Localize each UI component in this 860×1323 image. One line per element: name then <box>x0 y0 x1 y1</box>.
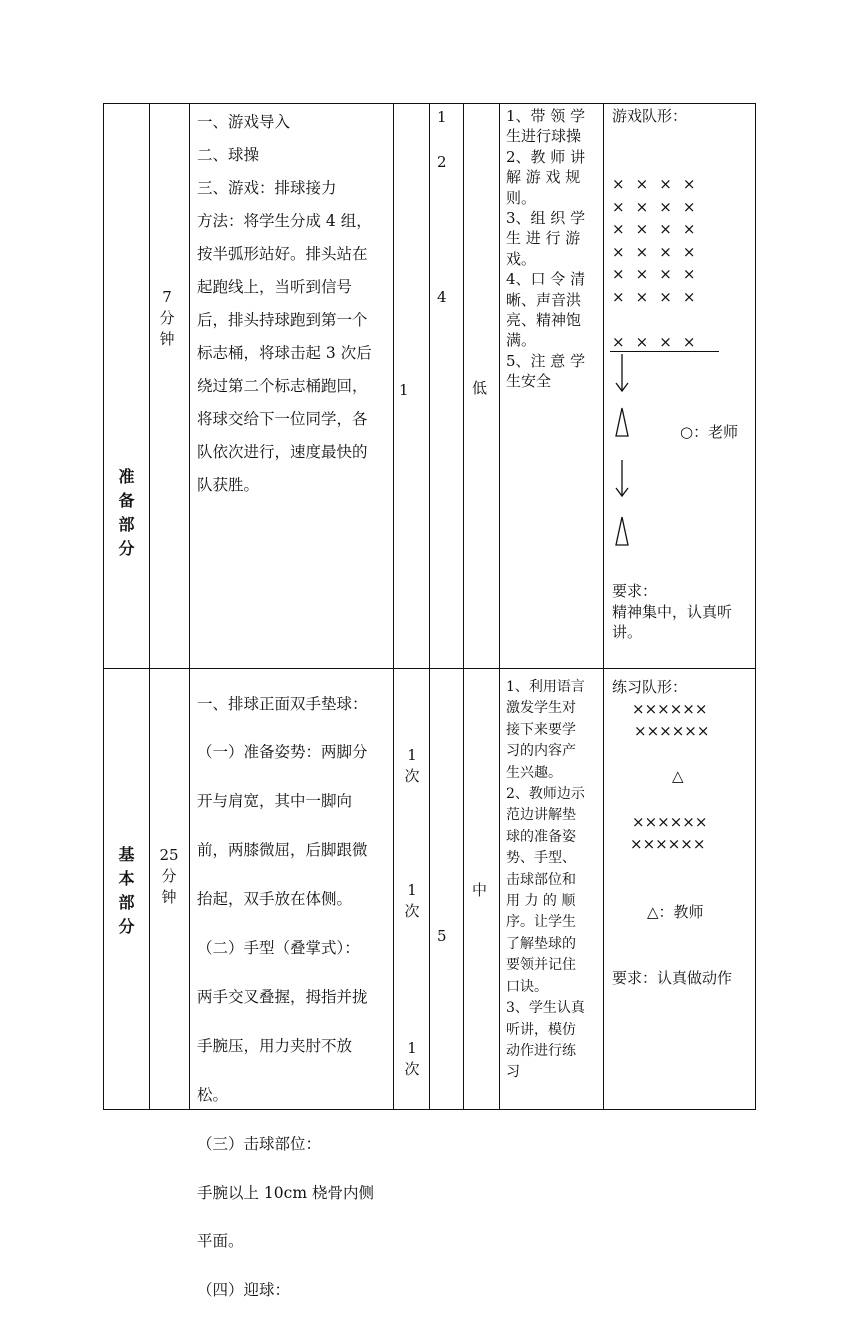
down-arrow-icon <box>616 460 628 496</box>
basic-method-line: 习的内容产 <box>506 743 576 760</box>
prep-section-char: 部 <box>118 515 135 534</box>
basic-method <box>506 677 585 1084</box>
basic-times-value: 1 <box>407 746 417 764</box>
cone-icon <box>616 517 628 545</box>
prep-section-char: 备 <box>118 491 135 510</box>
basic-content-line: 前，两膝微屈，后脚跟微 <box>197 841 368 860</box>
basic-content-line: （三）击球部位： <box>197 1134 322 1153</box>
prep-method-line: 5、注 意 学 <box>506 351 586 370</box>
prep-content-line: 一、游戏导入 <box>197 113 291 131</box>
student-row: ×××××× <box>632 700 708 718</box>
prep-method-line: 晰、声音洪 <box>506 290 582 309</box>
prep-time-part: 钟 <box>159 330 175 348</box>
basic-num: 5 <box>437 927 447 945</box>
student-row: × × × × <box>612 175 696 193</box>
prep-num-3: 4 <box>437 288 447 306</box>
basic-method-line: 习 <box>506 1064 520 1081</box>
basic-intensity: 中 <box>472 881 488 899</box>
basic-method-line: 了解垫球的 <box>506 935 576 952</box>
prep-org-title: 游戏队形： <box>612 107 688 125</box>
basic-method-line: 范边讲解垫 <box>506 807 576 824</box>
prep-content-line: 将球交给下一位同学，各 <box>197 410 368 428</box>
prep-method-line: 则。 <box>506 188 537 207</box>
basic-method-line: 动作进行练 <box>506 1042 576 1059</box>
teacher-marker: △ <box>672 767 684 785</box>
student-row: ×××××× <box>634 722 710 740</box>
prep-formation <box>612 173 696 308</box>
basic-section-label <box>104 843 149 939</box>
prep-content-line: 标志桶，将球击起 3 次后 <box>197 344 372 362</box>
basic-req: 要求：认真做动作 <box>612 969 733 987</box>
prep-time-part: 分 <box>159 309 175 327</box>
basic-times-1 <box>401 745 423 787</box>
prep-method-line: 满。 <box>506 331 537 350</box>
student-row: × × × × <box>612 220 696 238</box>
basic-method-line: 用 力 的 顺 <box>506 893 576 910</box>
prep-content-line: 队依次进行，速度最快的 <box>197 443 368 461</box>
basic-time-part: 25 <box>159 846 179 864</box>
basic-content-line: 一、排球正面双手垫球： <box>197 694 368 713</box>
prep-method-line: 生安全 <box>506 372 552 391</box>
prep-method-line: 生 进 行 游 <box>506 229 581 248</box>
basic-method-line: 击球部位和 <box>506 871 576 888</box>
prep-content-line: 按半弧形站好。排头站在 <box>197 245 368 263</box>
prep-section-label <box>104 465 149 561</box>
basic-time <box>154 845 184 908</box>
practice-formation-bottom <box>630 811 707 855</box>
basic-method-line: 2、教师边示 <box>506 786 585 803</box>
basic-content-line: 手腕压，用力夹肘不放 <box>197 1036 353 1055</box>
basic-content-line: 手腕以上 10cm 桡骨内侧 <box>197 1183 374 1202</box>
basic-content-line: 平面。 <box>197 1232 244 1251</box>
basic-content-line: 开与肩宽，其中一脚向 <box>197 792 353 811</box>
basic-method-line: 听讲，模仿 <box>506 1021 576 1038</box>
basic-times-3 <box>401 1038 423 1080</box>
prep-section-char: 分 <box>118 539 135 558</box>
prep-time <box>152 287 182 350</box>
prep-method-line: 4、口 令 清 <box>506 270 586 289</box>
prep-content-line: 方法：将学生分成 4 组， <box>197 212 372 230</box>
down-arrow-icon <box>616 354 628 391</box>
basic-content-line: （四）迎球： <box>197 1281 291 1300</box>
basic-method-line: 接下来要学 <box>506 721 576 738</box>
basic-method-line: 生兴趣。 <box>506 764 562 781</box>
basic-times-unit: 次 <box>404 1060 420 1078</box>
student-row-last: × × × × <box>612 333 696 351</box>
prep-content-line: 二、球操 <box>197 146 260 164</box>
prep-method <box>506 106 585 392</box>
basic-content-line: （二）手型（叠掌式）： <box>197 939 360 958</box>
prep-method-line: 戏。 <box>506 249 537 268</box>
prep-method-line: 1、带 领 学 <box>506 107 586 125</box>
prep-content-line: 后，排头持球跑到第一个 <box>197 311 368 329</box>
prep-num-1: 1 <box>437 108 447 126</box>
basic-method-line: 序。让学生 <box>506 914 576 931</box>
prep-times-value: 1 <box>399 381 409 399</box>
teacher-legend: ○：老师 <box>680 423 739 441</box>
prep-method-line: 3、组 织 学 <box>506 209 586 228</box>
basic-section-char: 分 <box>118 917 135 936</box>
prep-content-line: 三、游戏：排球接力 <box>197 179 337 197</box>
prep-time-part: 7 <box>162 288 172 306</box>
prep-method-line: 2、教 师 讲 <box>506 147 586 166</box>
basic-method-line: 激发学生对 <box>506 700 576 717</box>
basic-method-line: 要领并记住 <box>506 957 576 974</box>
basic-times-unit: 次 <box>404 767 420 785</box>
basic-times-unit: 次 <box>404 902 420 920</box>
student-row: × × × × <box>612 242 696 261</box>
basic-content-line: 松。 <box>197 1085 229 1104</box>
prep-content-line: 起跑线上，当听到信号 <box>197 278 353 296</box>
basic-method-line: 口诀。 <box>506 978 548 995</box>
basic-content-line: 两手交叉叠握，拇指并拢 <box>197 987 368 1006</box>
basic-method-line: 3、学生认真 <box>506 1000 585 1017</box>
student-row: ×××××× <box>630 835 706 853</box>
basic-time-part: 钟 <box>161 888 177 906</box>
student-row: × × × × <box>612 197 696 216</box>
prep-content-line: 绕过第二个标志桶跑回， <box>197 377 368 395</box>
prep-method-line: 生进行球操 <box>506 127 582 146</box>
basic-org-title: 练习队形： <box>612 678 688 696</box>
prep-req-line: 精神集中，认真听 <box>612 603 733 621</box>
basic-content-line: （一）准备姿势：两脚分 <box>197 743 368 762</box>
basic-method-line: 球的准备姿 <box>506 828 576 845</box>
prep-method-line: 亮、精神饱 <box>506 311 582 330</box>
prep-section-char: 准 <box>118 467 135 486</box>
prep-req-text <box>612 602 732 642</box>
prep-req-title: 要求： <box>612 582 658 600</box>
basic-times-value: 1 <box>407 1039 417 1057</box>
basic-content-line: 抬起，双手放在体侧。 <box>197 890 353 909</box>
basic-times-2 <box>401 880 423 922</box>
basic-content <box>197 672 374 1323</box>
teacher-legend: △：教师 <box>647 903 704 921</box>
basic-time-part: 分 <box>161 867 177 885</box>
prep-req-line: 讲。 <box>612 623 643 641</box>
student-row: ×××××× <box>632 813 708 831</box>
student-row: × × × × <box>612 265 696 283</box>
practice-formation-top <box>630 698 709 742</box>
route-diagram <box>612 352 636 552</box>
basic-section-char: 本 <box>118 869 135 888</box>
prep-content <box>197 106 372 502</box>
basic-method-line: 1、利用语言 <box>506 679 585 695</box>
basic-times-value: 1 <box>407 881 417 899</box>
cone-icon <box>616 408 628 436</box>
basic-section-char: 部 <box>118 893 135 912</box>
student-row: × × × × <box>612 287 696 306</box>
prep-content-line: 队获胜。 <box>197 476 260 494</box>
prep-num-2: 2 <box>437 153 447 171</box>
basic-section-char: 基 <box>118 845 135 864</box>
prep-method-line: 解 游 戏 规 <box>506 168 581 187</box>
prep-intensity: 低 <box>472 379 488 397</box>
basic-method-line: 势、手型、 <box>506 850 576 867</box>
